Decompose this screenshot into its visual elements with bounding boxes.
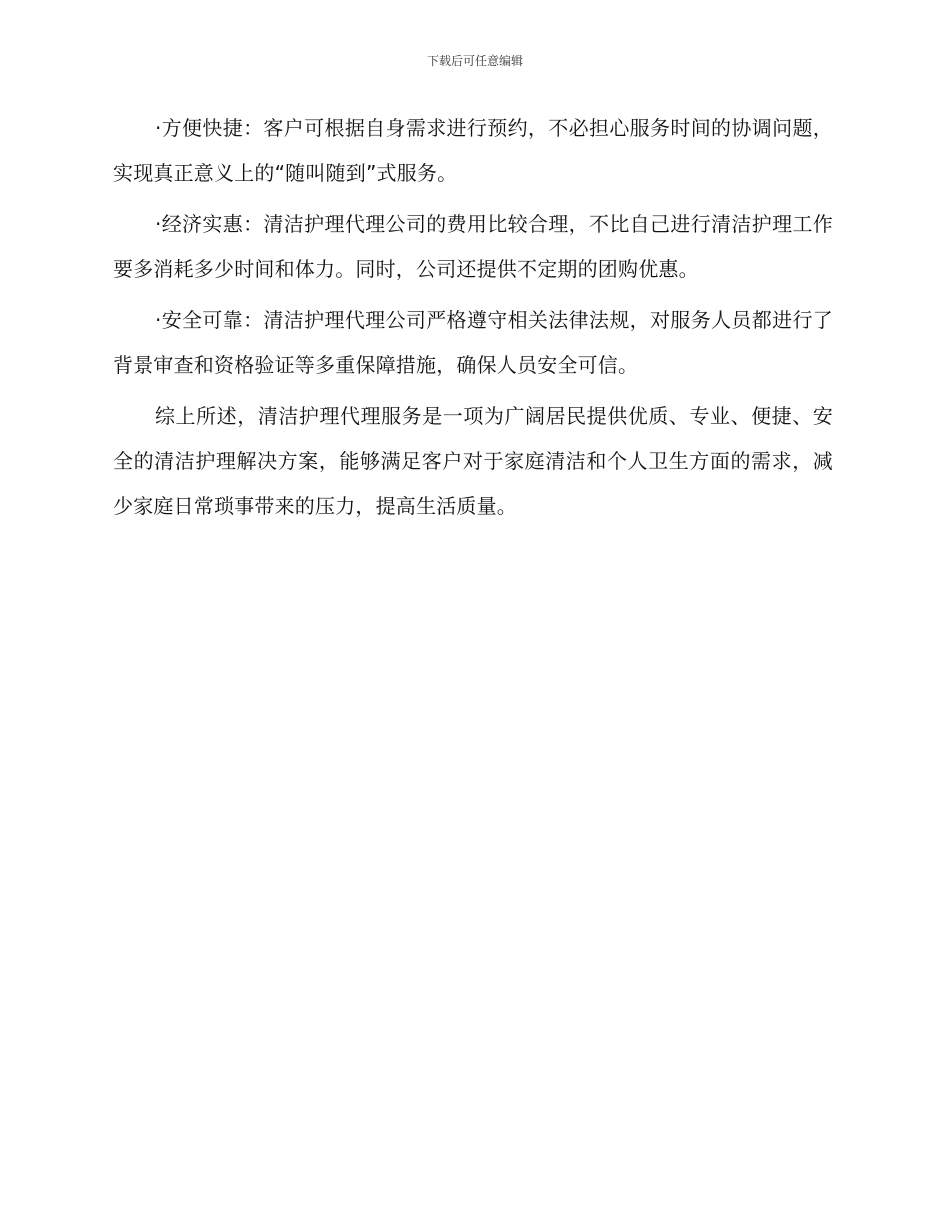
paragraph-convenient: ·方便快捷：客户可根据自身需求进行预约，不必担心服务时间的协调问题，实现真正意义上的“随叫随到”式服务。 bbox=[113, 116, 833, 185]
paragraph-safe: ·安全可靠：清洁护理代理公司严格遵守相关法律法规，对服务人员都进行了背景审查和资格验证等多重保障措施，确保人员安全可信。 bbox=[113, 308, 833, 377]
paragraph-economical: ·经济实惠：清洁护理代理公司的费用比较合理，不比自己进行清洁护理工作要多消耗多少时间和体力。同时，公司还提供不定期的团购优惠。 bbox=[113, 212, 833, 281]
document-body bbox=[113, 106, 833, 535]
header-note: 下载后可任意编辑 bbox=[426, 54, 523, 68]
paragraph-summary: 综上所述，清洁护理代理服务是一项为广阔居民提供优质、专业、便捷、安全的清洁护理解决方案，能够满足客户对于家庭清洁和个人卫生方面的需求，减少家庭日常琐事带来的压力，提高生活质量。 bbox=[113, 404, 833, 518]
